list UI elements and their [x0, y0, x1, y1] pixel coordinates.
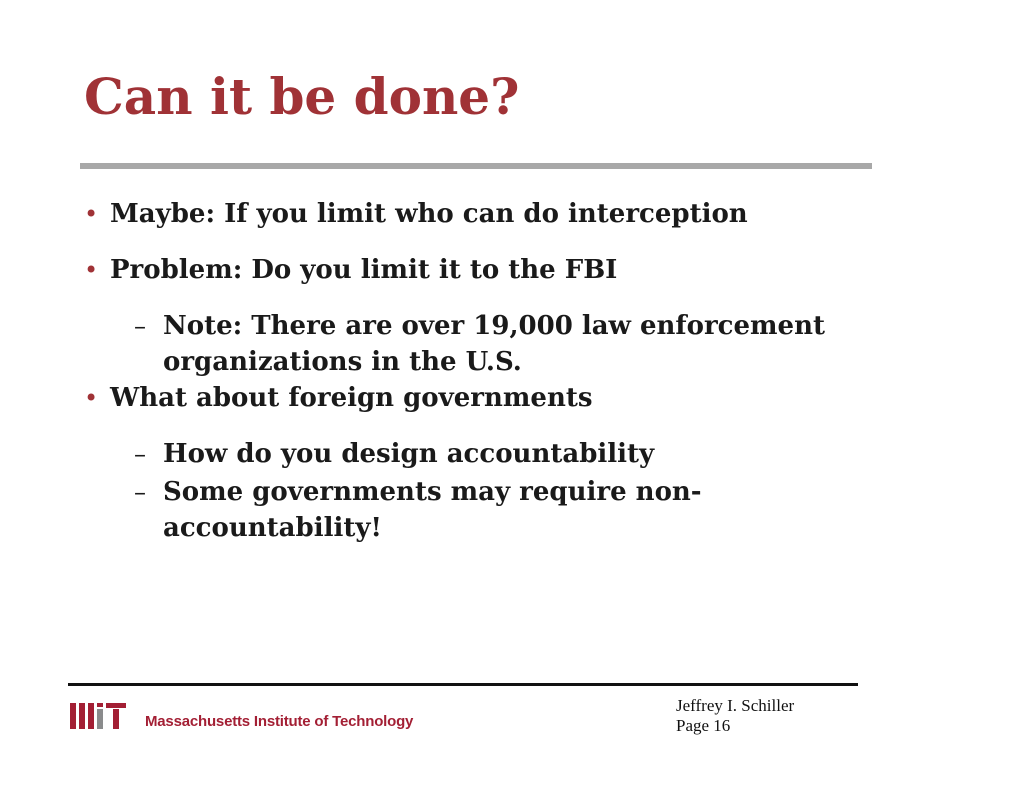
- slide-title: Can it be done?: [84, 67, 520, 126]
- footer-divider: [68, 683, 858, 686]
- bullet-marker: •: [84, 200, 99, 228]
- author-name: Jeffrey I. Schiller: [676, 696, 795, 715]
- bullet-marker: •: [84, 256, 99, 284]
- title-divider: [80, 163, 872, 169]
- sub-bullet-item: [84, 436, 884, 472]
- bullet-list: [84, 196, 884, 566]
- mit-logo-graphic: [70, 703, 126, 729]
- bullet-marker: •: [84, 384, 99, 412]
- bullet-item: [84, 196, 884, 232]
- sub-bullet-item: [84, 308, 884, 380]
- sub-bullet-text: Note: There are over 19,000 law enforcement: [163, 311, 825, 341]
- sub-bullet-marker: –: [134, 440, 146, 468]
- bullet-text: What about foreign governments: [110, 383, 593, 413]
- sub-bullet-text: Some governments may require non-: [163, 477, 702, 507]
- sub-bullet-text-continued: accountability!: [163, 513, 382, 543]
- institution-name: Massachusetts Institute of Technology: [145, 713, 414, 730]
- sub-bullet-text-continued: organizations in the U.S.: [163, 347, 522, 377]
- bullet-item: [84, 380, 884, 416]
- sub-bullet-item: [84, 474, 884, 546]
- sub-bullet-text: How do you design accountability: [163, 439, 655, 469]
- sub-bullet-marker: –: [134, 312, 146, 340]
- page-number: Page 16: [676, 716, 731, 735]
- bullet-text: Maybe: If you limit who can do interception: [110, 199, 748, 229]
- bullet-item: [84, 252, 884, 288]
- footer-info: [676, 696, 794, 736]
- bullet-text: Problem: Do you limit it to the FBI: [110, 255, 618, 285]
- sub-bullet-marker: –: [134, 478, 146, 506]
- mit-logo-icon: [70, 703, 126, 729]
